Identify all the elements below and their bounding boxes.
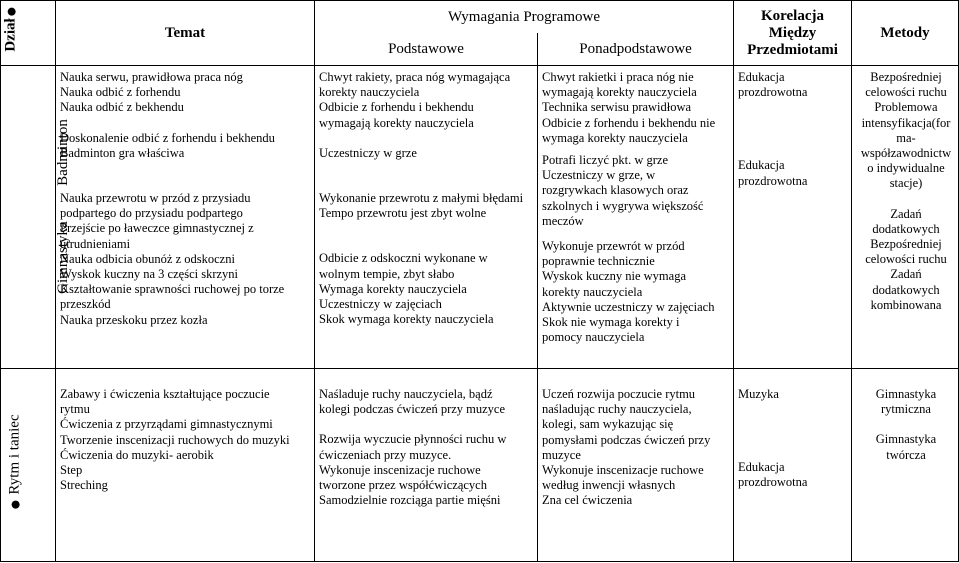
- podstawowe-cell: Chwyt rakiety, praca nóg wymagająca korekty nauczyciela Odbicie z forhendu i bekhendu wymagają korekty nauczyciela Uczestniczy w grze Wykonanie przewrotu z małymi błędami Tempo przewrotu jest zbyt wolne Odbicie z odskoczni wykonane w wolnym tempie, zbyt słabo Wymaga korekty nauczyciela Uczestniczy w zajęciach Skok wymaga korekty nauczyciela: [315, 66, 538, 369]
- temat-cell: Nauka serwu, prawidłowa praca nóg Nauka odbić z forhendu Nauka odbić z bekhendu Doskonalenie odbić z forhendu i bekhendu Badminton gra właściwa Nauka przewrotu w przód z przysiadu podpartego do przysiadu podpartego Przejście po ławeczce gimnastycznej z utrudnieniami Nauka odbicia obunóż z odskoczni Wyskok kuczny na 3 części skrzyni Kształtowanie sprawności ruchowej po torze przeszkód Nauka przeskoku przez kozła: [56, 66, 315, 369]
- dzial-cell-rytm: [1, 369, 56, 562]
- temat-header: Temat: [56, 1, 315, 66]
- dzial-cell-gimnastyka-badminton: [1, 66, 71, 369]
- ponadpodstawowe-cell: Uczeń rozwija poczucie rytmu naśladując ruchy nauczyciela, kolegi, sam wykazując się pomysłami podczas ćwiczeń przy muzyce Wykonuje inscenizacje ruchowe według inwencji własnych Zna cel ćwiczenia: [538, 369, 734, 562]
- korelacja-header: Korelacja Między Przedmiotami: [734, 1, 852, 66]
- dzial-header: Dział: [1, 1, 56, 66]
- metody-cell: Bezpośredniej celowości ruchu Problemowa intensyfikacja(for ma- współzawodnictw o indywidualne stacje) Zadań dodatkowych Bezpośredniej celowości ruchu Zadań dodatkowych kombinowana: [852, 66, 959, 369]
- temat-cell: Zabawy i ćwiczenia kształtujące poczucie rytmu Ćwiczenia z przyrządami gimnastycznymi Tworzenie inscenizacji ruchowych do muzyki Ćwiczenia do muzyki- aerobik Step Streching: [56, 369, 315, 562]
- podstawowe-header: Podstawowe: [315, 33, 538, 66]
- korelacja-cell: Edukacja prozdrowotna Edukacja prozdrowotna: [734, 66, 852, 369]
- ponadpodstawowe-header: Ponadpodstawowe: [538, 33, 734, 66]
- dzial-label: GimnastykaBadminton: [54, 119, 71, 294]
- ponadpodstawowe-cell: Chwyt rakietki i praca nóg nie wymagają korekty nauczyciela Technika serwisu prawidłowa Odbicie z forhendu i bekhendu nie wymaga korekty nauczyciela Potrafi liczyć pkt. w grze Uczestniczy w grze, w rozgrywkach klasowych oraz szkolnych i wygrywa większość meczów Wykonuje przewrót w przód poprawnie technicznie Wyskok kuczny nie wymaga korekty nauczyciela Aktywnie uczestniczy w zajęciach Skok nie wymaga korekty i pomocy nauczyciela: [538, 66, 734, 369]
- metody-cell: Gimnastyka rytmiczna Gimnastyka twórcza: [852, 369, 959, 562]
- korelacja-cell: Muzyka Edukacja prozdrowotna: [734, 369, 852, 562]
- metody-header: Metody: [852, 1, 959, 66]
- dzial-label: Rytm i taniec: [7, 414, 24, 508]
- podstawowe-cell: Naśladuje ruchy nauczyciela, bądź kolegi podczas ćwiczeń przy muzyce Rozwija wyczucie płynności ruchu w ćwiczeniach przy muzyce. Wykonuje inscenizacje ruchowe tworzone przez współćwiczących Samodzielnie rozciąga partie mięśni: [315, 369, 538, 562]
- wymagania-header: Wymagania Programowe: [315, 1, 734, 34]
